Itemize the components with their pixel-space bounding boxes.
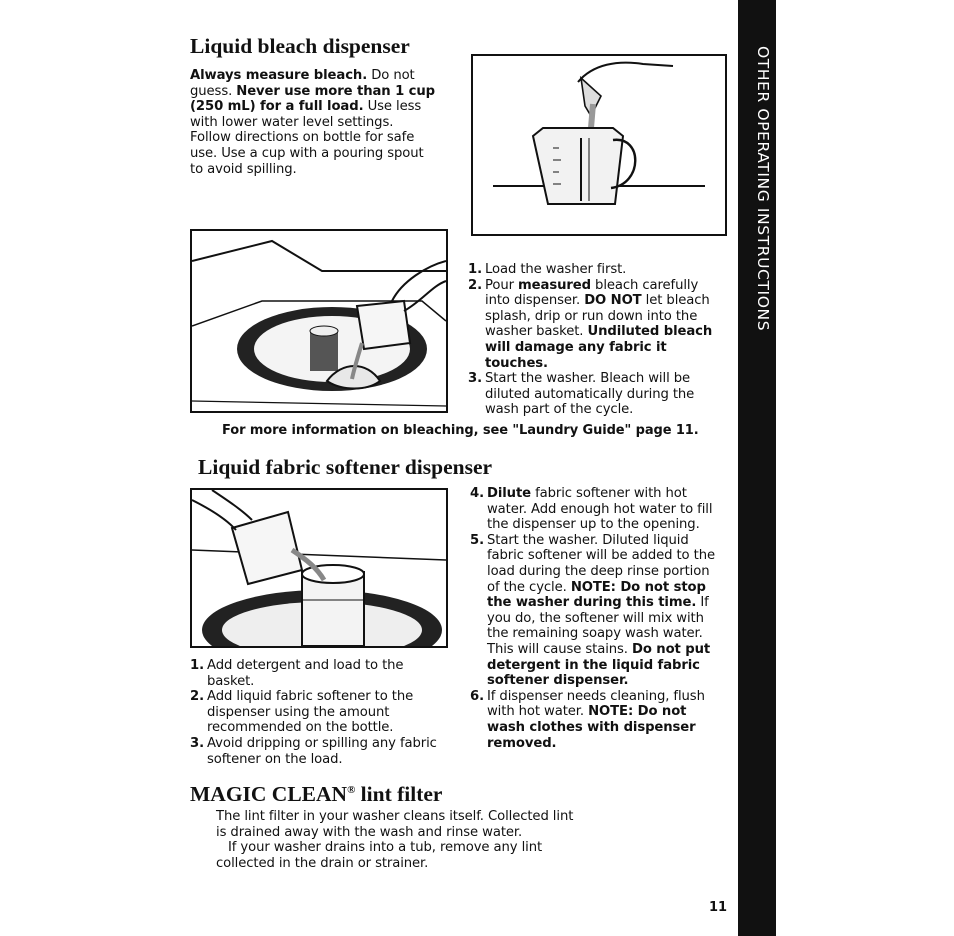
step-item	[470, 533, 722, 689]
measuring-cup-illustration	[471, 54, 727, 236]
softener-heading: Liquid fabric softener dispenser	[198, 455, 493, 479]
step-text: If you do, the softener will mix with the remaining soapy wash water. This will cause stains.	[487, 595, 709, 657]
step-text-bold: Dilute	[487, 486, 532, 501]
step-number: 2.	[468, 277, 482, 293]
page-number: 11	[709, 900, 728, 915]
lint-paragraph-1: The lint filter in your washer cleans itself. Collected lint is drained away with the wash and rinse water.	[216, 809, 574, 840]
step-text: let bleach splash, drip or run down into the washer basket.	[485, 293, 710, 340]
step-text: Start the washer. Bleach will be diluted automatically during the wash part of the cycle.	[485, 371, 695, 418]
step-text-bold: NOTE: Do not wash clothes with dispenser removed.	[487, 704, 696, 751]
step-item	[190, 658, 440, 689]
step-text-bold: measured	[518, 277, 591, 293]
step-item	[470, 689, 722, 751]
step-number: 3.	[190, 735, 204, 751]
step-number: 3.	[468, 371, 482, 387]
step-number: 2.	[190, 689, 204, 705]
step-text: Add liquid fabric softener to the dispenser using the amount recommended on the bottle.	[207, 689, 414, 736]
bleach-intro-text-2: Use less with lower water level settings. Follow directions on bottle for safe use. Use a cup with a pouring spout to avoid spilling.	[190, 99, 424, 177]
step-item	[190, 689, 440, 736]
step-text: If dispenser needs cleaning, flush with hot water.	[487, 688, 705, 720]
step-item	[468, 278, 723, 372]
side-tab-label: OTHER OPERATING INSTRUCTIONS	[754, 46, 772, 332]
bleach-heading: Liquid bleach dispenser	[190, 34, 410, 58]
side-section-tab	[738, 0, 776, 936]
step-item	[468, 371, 723, 418]
step-text: fabric softener with hot water. Add enough hot water to fill the dispenser up to the opening.	[487, 486, 713, 533]
bleach-intro-text-1: Do not guess.	[190, 68, 415, 99]
step-text-bold: DO NOT	[584, 293, 642, 309]
step-text-bold: NOTE: Do not stop the washer during this time.	[487, 579, 706, 611]
bleach-steps	[468, 262, 723, 418]
bleach-more-info: For more information on bleaching, see "Laundry Guide" page 11.	[222, 423, 699, 438]
softener-steps-left	[190, 658, 440, 767]
step-item	[470, 486, 722, 533]
step-item	[468, 262, 723, 278]
bleach-intro-bold-2: Never use more than 1 cup (250 mL) for a full load.	[190, 83, 435, 115]
step-text: Load the washer first.	[485, 262, 627, 277]
bleach-intro	[190, 68, 438, 177]
step-number: 1.	[190, 658, 204, 673]
step-number: 5.	[470, 532, 484, 548]
step-text: Pour	[485, 277, 519, 293]
step-text: Add detergent and load to the basket.	[207, 658, 404, 689]
registered-mark: ®	[347, 783, 356, 796]
softener-pour-illustration	[190, 488, 448, 648]
step-text-bold: Undiluted bleach will damage any fabric it touches.	[485, 324, 713, 371]
lint-paragraph-2: If your washer drains into a tub, remove any lint collected in the drain or strainer.	[216, 840, 543, 871]
bleach-pour-illustration	[190, 229, 448, 413]
step-text: bleach carefully into dispenser.	[485, 277, 699, 309]
step-text-bold: Do not put detergent in the liquid fabric softener dispenser.	[487, 641, 711, 689]
step-text: Start the washer. Diluted liquid fabric softener will be added to the load during the deep rinse portion of the cycle.	[487, 532, 715, 595]
lint-heading	[190, 782, 442, 807]
bleach-intro-bold-1: Always measure bleach.	[190, 68, 368, 83]
step-text: Avoid dripping or spilling any fabric softener on the load.	[207, 735, 437, 767]
step-number: 6.	[470, 688, 484, 704]
softener-steps-right	[470, 486, 722, 751]
step-number: 1.	[468, 262, 482, 277]
lint-heading-rest: lint filter	[355, 782, 443, 806]
lint-heading-brand: MAGIC CLEAN	[190, 782, 348, 806]
step-number: 4.	[470, 486, 484, 501]
step-item	[190, 736, 440, 767]
